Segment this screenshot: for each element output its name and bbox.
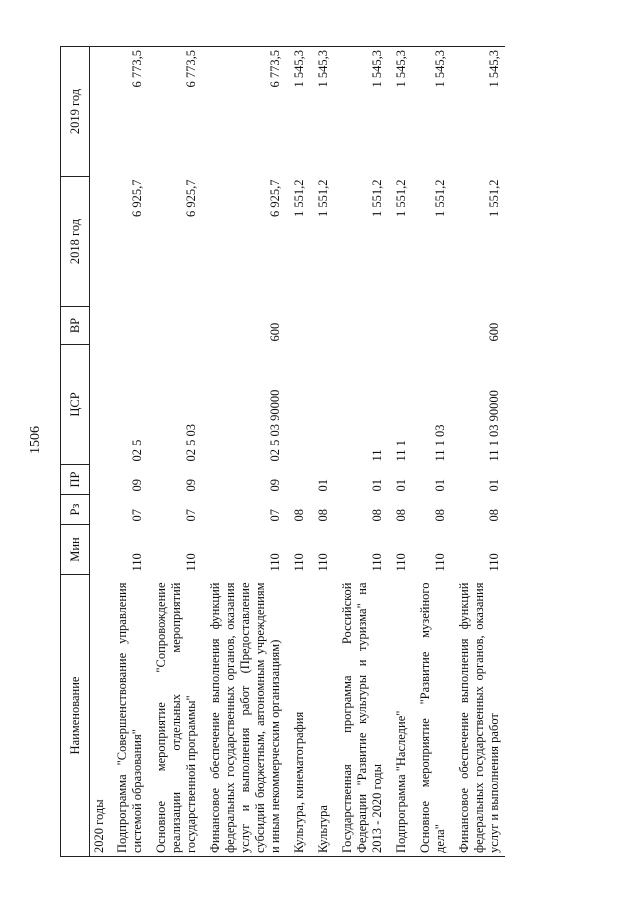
year-label: 2020 годы bbox=[90, 47, 110, 857]
rotated-table-sheet bbox=[40, 47, 600, 857]
cell-min: 110 bbox=[394, 553, 408, 572]
header-2019: 2019 год bbox=[61, 47, 90, 177]
cell-min: 110 bbox=[370, 553, 384, 572]
cell-pr: 01 bbox=[433, 479, 447, 492]
cell-pr: 01 bbox=[316, 479, 330, 492]
cell-name: Финансовое обеспечение выполнения функций федеральных государственных органов, оказания услуг и выполнения работ bbox=[451, 575, 505, 857]
cell-y2018: 1 551,2 bbox=[316, 179, 330, 217]
cell-min: 110 bbox=[268, 553, 282, 572]
cell-rz: 07 bbox=[130, 509, 144, 522]
cell-name: Основное мероприятие "Сопровождение реализации отдельных мероприятий государственной программы" bbox=[148, 575, 202, 857]
cell-name: Подпрограмма "Наследие" bbox=[388, 575, 412, 857]
table-row bbox=[148, 47, 202, 857]
table-body bbox=[90, 47, 506, 857]
cell-pr: 01 bbox=[487, 479, 501, 492]
cell-rz: 07 bbox=[184, 509, 198, 522]
cell-y2019: 6 773,5 bbox=[202, 47, 286, 177]
cell-csr: 11 1 03 bbox=[433, 424, 447, 462]
header-rz: Рз bbox=[61, 495, 90, 525]
header-vr: ВР bbox=[61, 307, 90, 345]
header-2018: 2018 год bbox=[61, 177, 90, 307]
cell-y2018: 1 551,2 bbox=[394, 179, 408, 217]
cell-vr bbox=[286, 307, 310, 345]
cell-y2018: 1 551,2 bbox=[370, 179, 384, 217]
cell-rz: 08 bbox=[433, 509, 447, 522]
table-row bbox=[412, 47, 451, 857]
cell-pr: 09 bbox=[130, 479, 144, 492]
cell-csr bbox=[286, 345, 310, 465]
year-label-row bbox=[90, 47, 110, 857]
header-csr: ЦСР bbox=[61, 345, 90, 465]
header-name: Наименование bbox=[61, 575, 90, 857]
cell-y2018: 1 551,2 bbox=[292, 179, 306, 217]
cell-min: 110 bbox=[487, 553, 501, 572]
cell-vr bbox=[109, 307, 148, 345]
cell-name: Культура, кинематография bbox=[286, 575, 310, 857]
cell-y2018: 1 551,2 bbox=[487, 179, 501, 217]
cell-min: 110 bbox=[433, 553, 447, 572]
cell-name: Государственная программа Российской Федерации "Развитие культуры и туризма" на 2013 - 2020 годы bbox=[334, 575, 388, 857]
cell-rz: 08 bbox=[316, 509, 330, 522]
table-row bbox=[109, 47, 148, 857]
cell-vr bbox=[388, 307, 412, 345]
cell-pr: 09 bbox=[268, 479, 282, 492]
table-row bbox=[286, 47, 310, 857]
cell-y2019: 6 773,5 bbox=[148, 47, 202, 177]
cell-pr: 01 bbox=[394, 479, 408, 492]
budget-table bbox=[60, 46, 505, 857]
cell-name: Основное мероприятие "Развитие музейного дела" bbox=[412, 575, 451, 857]
cell-csr: 02 5 03 bbox=[184, 424, 198, 462]
cell-y2018: 6 925,7 bbox=[130, 179, 144, 217]
cell-y2019: 1 545,3 bbox=[310, 47, 334, 177]
cell-y2019: 1 545,3 bbox=[451, 47, 505, 177]
cell-name: Культура bbox=[310, 575, 334, 857]
cell-y2019: 1 545,3 bbox=[388, 47, 412, 177]
cell-pr: 09 bbox=[184, 479, 198, 492]
cell-y2019: 6 773,5 bbox=[109, 47, 148, 177]
cell-y2019: 1 545,3 bbox=[286, 47, 310, 177]
cell-min: 110 bbox=[316, 553, 330, 572]
cell-min: 110 bbox=[184, 553, 198, 572]
cell-csr: 02 5 bbox=[130, 439, 144, 462]
cell-min: 110 bbox=[130, 553, 144, 572]
cell-pr: 01 bbox=[370, 479, 384, 492]
cell-y2019: 1 545,3 bbox=[412, 47, 451, 177]
cell-vr: 600 bbox=[268, 322, 282, 342]
cell-rz: 08 bbox=[370, 509, 384, 522]
cell-pr bbox=[286, 465, 310, 495]
cell-rz: 08 bbox=[487, 509, 501, 522]
cell-vr: 600 bbox=[487, 322, 501, 342]
cell-csr: 11 1 bbox=[394, 440, 408, 462]
cell-vr bbox=[148, 307, 202, 345]
table-row bbox=[451, 47, 505, 857]
cell-y2018: 1 551,2 bbox=[433, 179, 447, 217]
cell-vr bbox=[310, 307, 334, 345]
cell-rz: 07 bbox=[268, 509, 282, 522]
cell-rz: 08 bbox=[292, 509, 306, 522]
cell-y2018: 6 925,7 bbox=[268, 179, 282, 217]
cell-y2019: 1 545,3 bbox=[334, 47, 388, 177]
table-header-row bbox=[61, 47, 90, 857]
cell-csr: 11 bbox=[370, 449, 384, 462]
cell-rz: 08 bbox=[394, 509, 408, 522]
cell-name: Подпрограмма "Совершенствование управления системой образования" bbox=[109, 575, 148, 857]
page-number: 1506 bbox=[28, 426, 43, 454]
table-row bbox=[334, 47, 388, 857]
cell-vr bbox=[334, 307, 388, 345]
cell-vr bbox=[412, 307, 451, 345]
cell-name: Финансовое обеспечение выполнения функций федеральных государственных органов, оказания услуг и выполнения работ (Предоставление субсидий бюджетным, автономным учреждениям и иным некоммерческим организациям) bbox=[202, 575, 286, 857]
cell-csr: 02 5 03 90000 bbox=[268, 389, 282, 462]
cell-min: 110 bbox=[292, 553, 306, 572]
table-row bbox=[388, 47, 412, 857]
cell-csr: 11 1 03 90000 bbox=[487, 390, 501, 462]
header-min: Мин bbox=[61, 525, 90, 575]
table-row bbox=[202, 47, 286, 857]
header-pr: ПР bbox=[61, 465, 90, 495]
table-row bbox=[310, 47, 334, 857]
cell-csr bbox=[310, 345, 334, 465]
cell-y2018: 6 925,7 bbox=[184, 179, 198, 217]
